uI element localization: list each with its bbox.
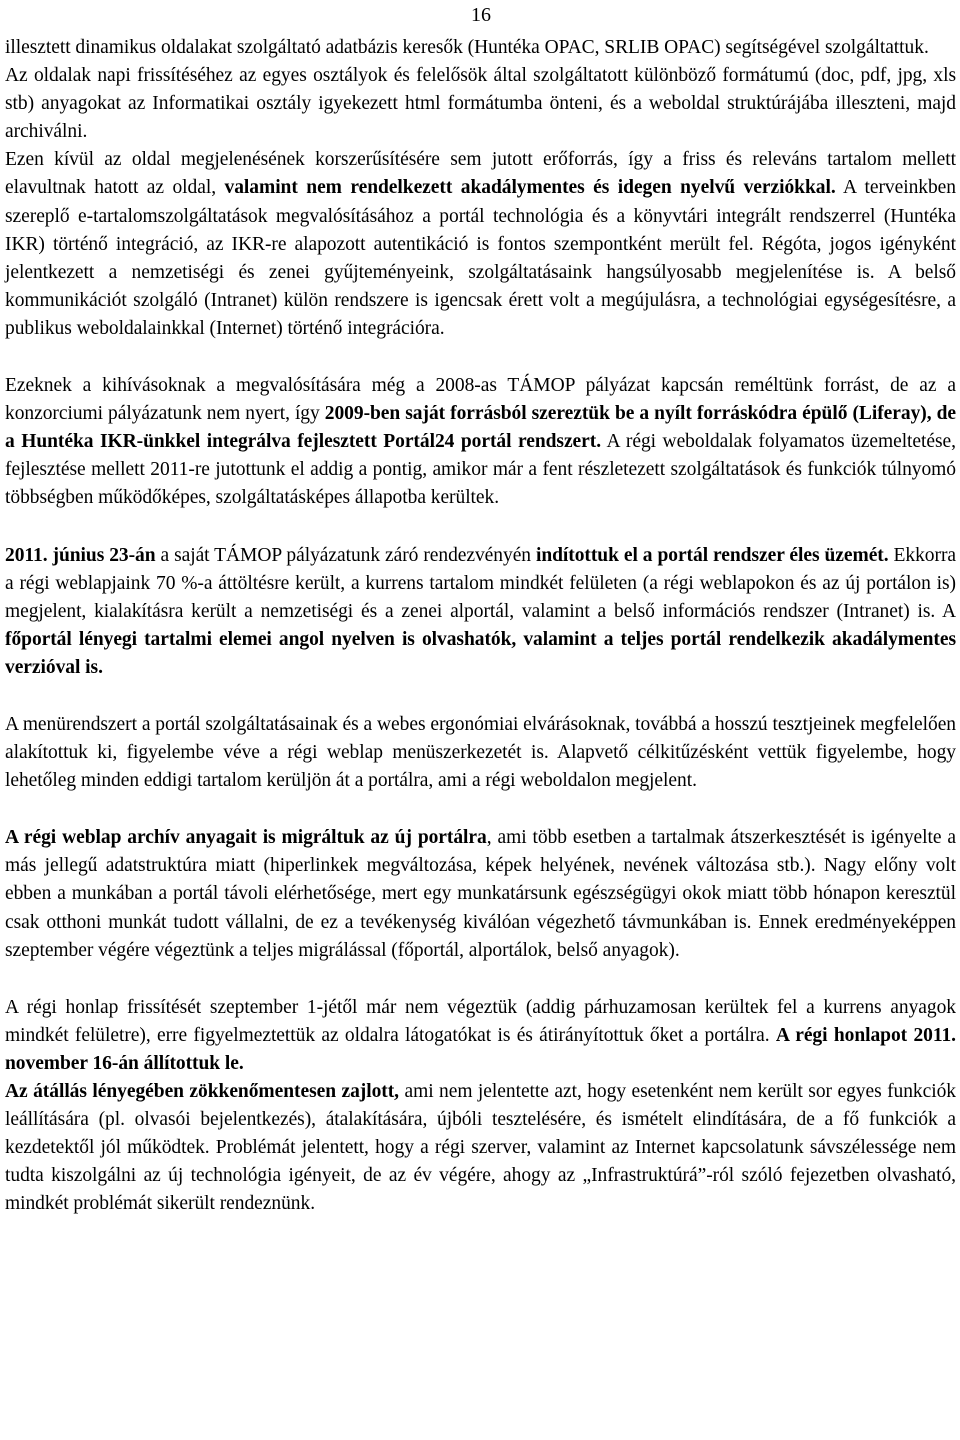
- text-span: Az oldalak napi frissítéséhez az egyes osztályok és felelősök által szolgáltatott különböző formátumú (doc, pdf, jpg, xls stb) anyagokat az Informatikai osztály igyekezett html formátumba önteni, és a weboldal struktúrájába illeszteni, majd archiválni.: [5, 65, 956, 143]
- text-span: , ami több esetben a tartalmak átszerkesztését is igényelte a más jellegű adatstruktúra miatt (hiperlinkek megváltozása, képek helyének, nevének változása stb.). Nagy előny volt ebben a munkában a portál távoli elérhetősége, mert egy munkatársunk egészségügyi okok miatt több hónapon keresztül csak otthoni munkát tudott vállalni, de ez a tevékenység kiválóan végezhető távmunkában is. Ennek eredményeképpen szeptember végére végeztünk a teljes migrálással (főportál, alportálok, belső anyagok).: [5, 827, 956, 961]
- paragraph-2: [5, 62, 956, 146]
- bold-text-span: indítottuk el a portál rendszer éles üzemét.: [535, 544, 889, 566]
- text-span: Régóta, jogos igényként jelentkezett a nemzetiségi és zenei gyűjteményeink, szolgáltatásaink hangsúlyosabb megjelenítése is. A belső kommunikációt szolgáló (Intranet) külön rendszere is igencsak érett volt a megújulásra, a technológiai egységesítésre, a publikus weboldalainkkal (Internet) történő integrációra.: [5, 233, 956, 339]
- paragraph-9: [5, 1078, 956, 1218]
- text-span: A menürendszert a portál szolgáltatásainak és a webes ergonómiai elvárásoknak, továbbá a hosszú tesztjeinek megfelelően alakítottuk ki, figyelembe véve a régi weblap menüszerkezetét is. Alapvető célkitűzésként vettük figyelembe, hogy lehetőleg minden eddigi tartalom kerüljön át a portálra, ami a régi weboldalon megjelent.: [5, 713, 956, 792]
- bold-text-span: A régi weblap archív anyagait is migráltuk az új portálra: [5, 827, 487, 849]
- paragraph-5: [5, 542, 956, 682]
- paragraph-6: [5, 711, 956, 795]
- paragraph-4: [5, 372, 956, 512]
- text-span: Ekkorra a régi weblapjaink 70 %-a áttöltésre került, a kurrens tartalom mindkét felületen (a régi weblapokon és az új portálon is) megjelent, kialakításra került a nemzetiségi és a zenei alportál, valamint a belső információs rendszer (Intranet) is. A: [5, 544, 956, 622]
- bold-text-span: Az átállás lényegében zökkenőmentesen zajlott,: [5, 1081, 400, 1102]
- text-span: A régi honlap frissítését szeptember 1-jétől már nem végeztük (addig párhuzamosan kerültek fel a kurrens anyagok mindkét felületre), erre figyelmeztettük az oldalra látogatókat is és átirányítottuk őket a portálra.: [5, 996, 956, 1046]
- paragraph-8: [5, 994, 956, 1078]
- bold-text-span: főportál lényegi tartalmi elemei angol nyelven is olvashatók, valamint a teljes portál rendelkezik akadálymentes verzióval is.: [5, 628, 956, 678]
- text-span: a saját TÁMOP pályázatunk záró rendezvényén: [155, 544, 536, 566]
- text-span: ami nem jelentette azt, hogy esetenként nem került sor egyes funkciók leállítására (pl. olvasói bejelentkezés), átalakítására, újbóli tesztelésére, és ismételt elindítására, de a fő funkciók a kezdetektől jól működtek. Problémát jelentett, hogy a régi szerver, valamint az Internet kapcsolatunk sávszélessége nem tudta kiszolgálni az új technológia igényeit, de az év végére, ahogy az „Infrastruktúrá”-ról szóló fejezetben olvasható, mindkét problémát sikerült rendeznünk.: [5, 1081, 956, 1215]
- paragraph-3: [5, 146, 956, 343]
- bold-text-span: 2009-ben saját forrásból szereztük be a nyílt forráskódra épülő (Liferay), de a Huntéka IKR-ünkkel integrálva fejlesztett Portál24 portál rendszert.: [5, 403, 956, 453]
- text-span: Ezeknek a kihívásoknak a megvalósítására még a 2008-as TÁMOP pályázat kapcsán reméltünk forrást, de az a konzorciumi pályázatunk nem nyert, így: [5, 375, 956, 425]
- text-span: A régi weboldalak folyamatos üzemeltetése, fejlesztése mellett 2011-re jutottunk el addig a pontig, amikor már a fent részletezett szolgáltatások és funkciók túlnyomó többségben működőképes, szolgáltatásképes állapotba kerültek.: [5, 431, 956, 509]
- text-span: illesztett dinamikus oldalakat szolgáltató adatbázis keresők (Huntéka OPAC, SRLIB OPAC) segítségével szolgáltattuk.: [5, 37, 929, 58]
- paragraph-7: [5, 824, 956, 964]
- page-number: 16: [471, 4, 491, 26]
- bold-text-span: A régi honlapot 2011. november 16-án állítottuk le.: [5, 1024, 957, 1074]
- bold-text-span: 2011. június 23-án: [5, 544, 156, 566]
- paragraph-1: [5, 34, 956, 62]
- bold-text-span: valamint nem rendelkezett akadálymentes és idegen nyelvű verziókkal.: [224, 177, 836, 199]
- text-span: A terveinkben szereplő e-tartalomszolgáltatások megvalósításához a portál technológia és a könyvtári integrált rendszerrel (Huntéka IKR) történő integráció, az IKR-re alapozott autentikáció is fontos szempontként merült fel.: [5, 177, 956, 255]
- text-span: Ezen kívül az oldal megjelenésének korszerűsítésére sem jutott erőforrás, így a friss és releváns tartalom mellett elavultnak hatott az oldal,: [5, 149, 956, 199]
- document-body: [5, 34, 956, 1218]
